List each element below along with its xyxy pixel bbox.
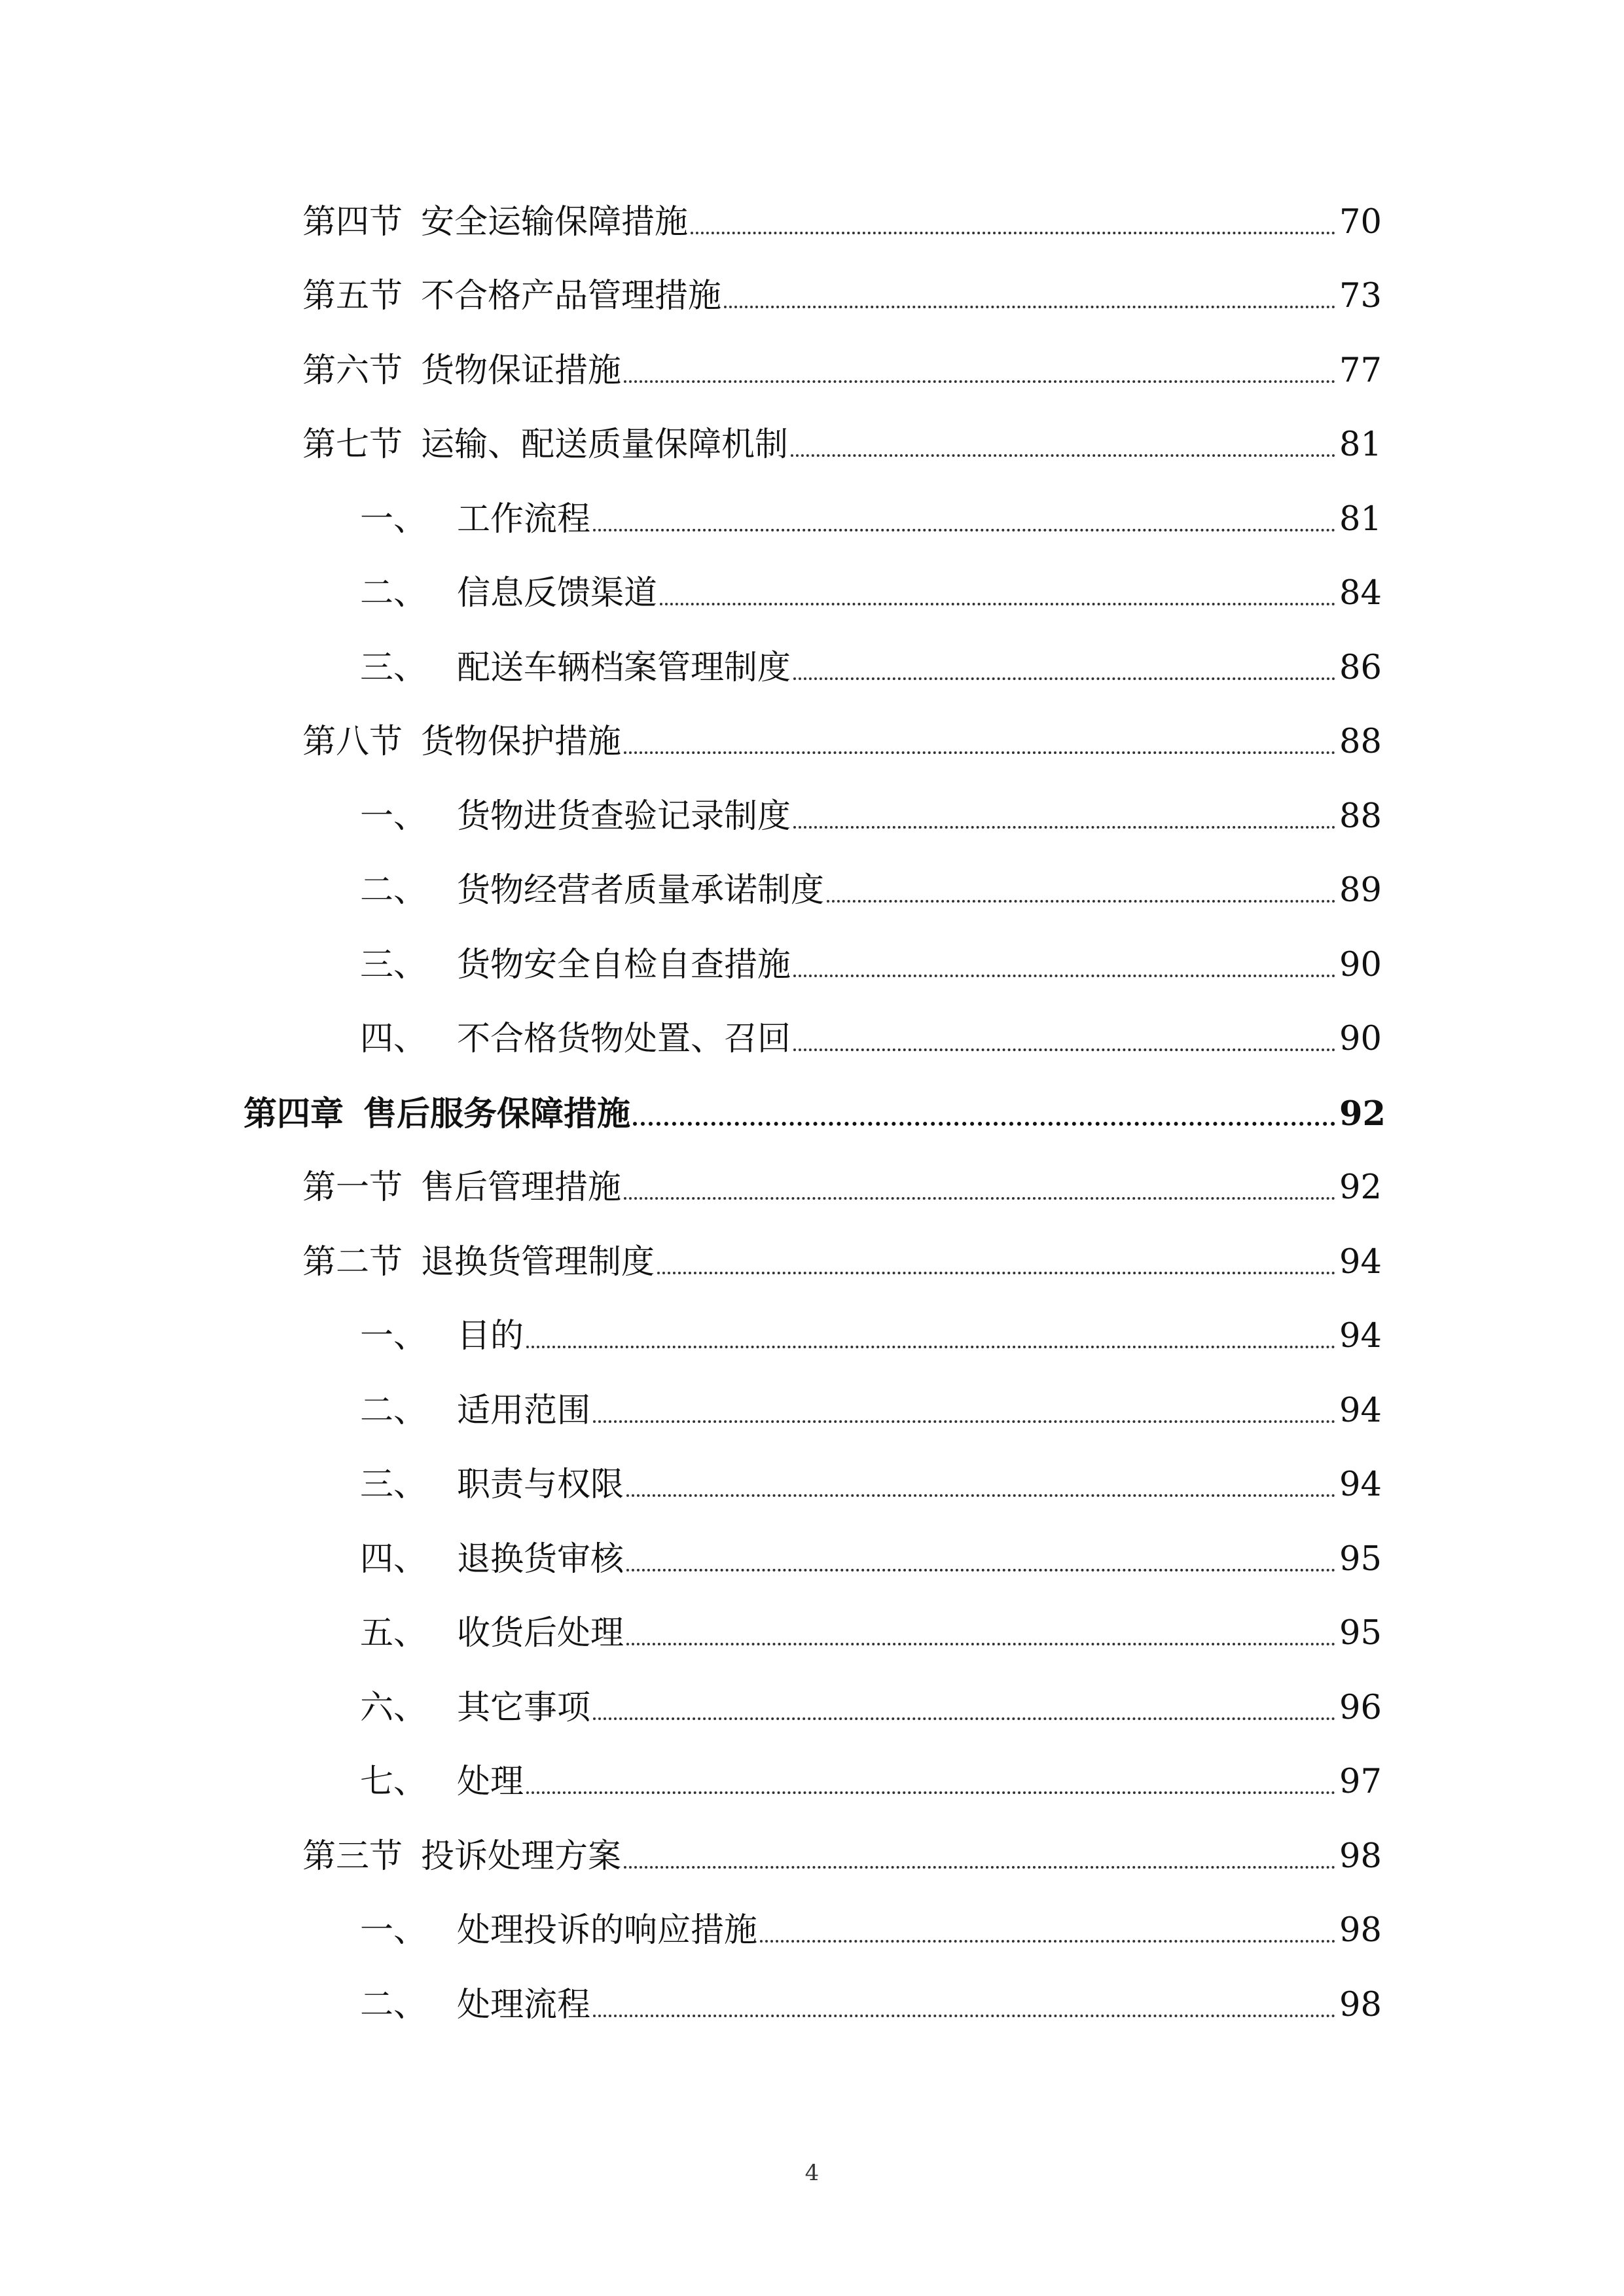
toc-entry-number: 二、 xyxy=(360,1391,427,1430)
toc-entry-title: 配送车辆档案管理制度 xyxy=(457,648,791,687)
toc-entry-title: 其它事项 xyxy=(457,1688,591,1727)
toc-entry-number: 二、 xyxy=(360,574,427,613)
toc-entry-title: 货物进货查验记录制度 xyxy=(457,797,791,836)
toc-entry-section[interactable] xyxy=(0,1225,1624,1300)
toc-entry-title: 安全运输保障措施 xyxy=(421,202,689,242)
toc-entry-page-number: 90 xyxy=(1339,945,1382,984)
toc-entry-page-number: 96 xyxy=(1339,1688,1382,1727)
toc-dot-leader xyxy=(793,975,1335,977)
toc-entry-number: 二、 xyxy=(360,871,427,910)
toc-entry-title: 售后管理措施 xyxy=(421,1168,622,1208)
toc-entry-item[interactable] xyxy=(0,854,1624,929)
toc-entry-number: 第六节 xyxy=(302,351,403,390)
toc-entry-section[interactable] xyxy=(0,185,1624,260)
toc-entry-number: 四、 xyxy=(360,1539,427,1579)
table-of-contents xyxy=(0,185,1624,2043)
toc-entry-item[interactable] xyxy=(0,1746,1624,1820)
toc-dot-leader xyxy=(793,677,1335,680)
toc-entry-number: 三、 xyxy=(360,1465,427,1505)
toc-entry-page-number: 94 xyxy=(1339,1465,1382,1505)
toc-entry-title: 货物经营者质量承诺制度 xyxy=(457,871,825,910)
toc-entry-item[interactable] xyxy=(0,1374,1624,1448)
toc-entry-title: 货物保护措施 xyxy=(421,723,622,762)
toc-dot-leader xyxy=(593,2015,1335,2017)
toc-entry-title: 退换货管理制度 xyxy=(421,1242,655,1282)
toc-entry-title: 售后服务保障措施 xyxy=(363,1094,631,1134)
toc-entry-item[interactable] xyxy=(0,780,1624,854)
toc-dot-leader xyxy=(626,1643,1335,1645)
toc-entry-number: 第八节 xyxy=(302,723,403,762)
toc-dot-leader xyxy=(624,751,1335,754)
toc-entry-title: 工作流程 xyxy=(457,499,591,539)
toc-entry-item[interactable] xyxy=(0,482,1624,557)
toc-entry-section[interactable] xyxy=(0,706,1624,780)
toc-entry-item[interactable] xyxy=(0,928,1624,1003)
toc-entry-page-number: 84 xyxy=(1339,574,1382,613)
toc-entry-item[interactable] xyxy=(0,1968,1624,2043)
toc-entry-item[interactable] xyxy=(0,1597,1624,1672)
toc-dot-leader xyxy=(593,529,1335,531)
toc-entry-item[interactable] xyxy=(0,1671,1624,1746)
toc-entry-section[interactable] xyxy=(0,1151,1624,1226)
toc-dot-leader xyxy=(793,1049,1335,1051)
toc-entry-title: 货物安全自检自查措施 xyxy=(457,945,791,984)
toc-entry-page-number: 70 xyxy=(1339,202,1382,242)
toc-entry-section[interactable] xyxy=(0,334,1624,408)
toc-entry-page-number: 98 xyxy=(1339,1985,1382,2024)
toc-entry-page-number: 95 xyxy=(1339,1614,1382,1653)
toc-entry-title: 信息反馈渠道 xyxy=(457,574,658,613)
toc-dot-leader xyxy=(660,603,1335,605)
toc-entry-page-number: 86 xyxy=(1339,648,1382,687)
toc-entry-title: 适用范围 xyxy=(457,1391,591,1430)
toc-entry-page-number: 89 xyxy=(1339,871,1382,910)
toc-entry-page-number: 88 xyxy=(1339,797,1382,836)
toc-dot-leader xyxy=(633,1122,1335,1126)
toc-entry-page-number: 88 xyxy=(1339,723,1382,762)
toc-entry-item[interactable] xyxy=(0,557,1624,632)
toc-entry-number: 一、 xyxy=(360,1317,427,1356)
toc-dot-leader xyxy=(657,1272,1335,1274)
toc-entry-page-number: 98 xyxy=(1339,1837,1382,1876)
toc-entry-number: 第三节 xyxy=(302,1837,403,1876)
toc-dot-leader xyxy=(793,826,1335,829)
toc-entry-number: 三、 xyxy=(360,945,427,984)
toc-entry-title: 不合格产品管理措施 xyxy=(421,277,722,316)
toc-entry-title: 处理 xyxy=(457,1763,524,1802)
toc-entry-page-number: 94 xyxy=(1339,1242,1382,1282)
toc-dot-leader xyxy=(691,232,1335,234)
toc-entry-page-number: 81 xyxy=(1339,499,1382,539)
toc-entry-section[interactable] xyxy=(0,260,1624,334)
toc-dot-leader xyxy=(626,1569,1335,1571)
toc-entry-item[interactable] xyxy=(0,1522,1624,1597)
toc-entry-title: 目的 xyxy=(457,1317,524,1356)
toc-entry-page-number: 92 xyxy=(1339,1168,1382,1208)
toc-entry-number: 第七节 xyxy=(302,425,403,465)
toc-entry-page-number: 98 xyxy=(1339,1911,1382,1950)
toc-entry-number: 一、 xyxy=(360,499,427,539)
toc-entry-title: 不合格货物处置、召回 xyxy=(457,1020,791,1059)
toc-entry-number: 第一节 xyxy=(302,1168,403,1208)
toc-entry-item[interactable] xyxy=(0,631,1624,706)
toc-entry-title: 退换货审核 xyxy=(457,1539,624,1579)
toc-entry-chapter[interactable] xyxy=(0,1077,1624,1151)
toc-entry-title: 职责与权限 xyxy=(457,1465,624,1505)
toc-entry-item[interactable] xyxy=(0,1448,1624,1523)
toc-entry-section[interactable] xyxy=(0,1820,1624,1894)
toc-entry-number: 第二节 xyxy=(302,1242,403,1282)
toc-entry-item[interactable] xyxy=(0,1300,1624,1374)
toc-dot-leader xyxy=(791,454,1335,457)
toc-dot-leader xyxy=(827,900,1335,903)
toc-dot-leader xyxy=(526,1346,1335,1348)
toc-entry-item[interactable] xyxy=(0,1003,1624,1077)
toc-entry-item[interactable] xyxy=(0,1894,1624,1969)
toc-entry-page-number: 73 xyxy=(1339,277,1382,316)
toc-entry-title: 货物保证措施 xyxy=(421,351,622,390)
toc-dot-leader xyxy=(760,1940,1335,1943)
toc-entry-title: 运输、配送质量保障机制 xyxy=(421,425,789,465)
toc-entry-title: 处理流程 xyxy=(457,1985,591,2024)
toc-entry-number: 二、 xyxy=(360,1985,427,2024)
toc-entry-number: 一、 xyxy=(360,1911,427,1950)
toc-entry-number: 五、 xyxy=(360,1614,427,1653)
toc-dot-leader xyxy=(593,1420,1335,1423)
toc-entry-section[interactable] xyxy=(0,408,1624,483)
toc-entry-number: 第四节 xyxy=(302,202,403,242)
toc-entry-title: 收货后处理 xyxy=(457,1614,624,1653)
toc-entry-number: 三、 xyxy=(360,648,427,687)
toc-entry-number: 第五节 xyxy=(302,277,403,316)
toc-dot-leader xyxy=(624,1866,1335,1869)
toc-dot-leader xyxy=(724,306,1335,308)
toc-entry-title: 投诉处理方案 xyxy=(421,1837,622,1876)
toc-entry-number: 七、 xyxy=(360,1763,427,1802)
toc-entry-page-number: 95 xyxy=(1339,1539,1382,1579)
toc-dot-leader xyxy=(624,380,1335,383)
page-number: 4 xyxy=(804,2160,820,2186)
toc-dot-leader xyxy=(526,1791,1335,1794)
toc-dot-leader xyxy=(593,1717,1335,1720)
toc-entry-page-number: 97 xyxy=(1339,1763,1382,1802)
toc-entry-page-number: 94 xyxy=(1339,1317,1382,1356)
toc-entry-number: 四、 xyxy=(360,1020,427,1059)
toc-entry-page-number: 90 xyxy=(1339,1020,1382,1059)
toc-dot-leader xyxy=(626,1494,1335,1497)
toc-entry-number: 六、 xyxy=(360,1688,427,1727)
toc-entry-page-number: 81 xyxy=(1339,425,1382,465)
toc-entry-title: 处理投诉的响应措施 xyxy=(457,1911,758,1950)
toc-entry-number: 第四章 xyxy=(244,1094,344,1134)
toc-dot-leader xyxy=(624,1197,1335,1200)
toc-entry-number: 一、 xyxy=(360,797,427,836)
toc-entry-page-number: 77 xyxy=(1339,351,1382,390)
toc-entry-page-number: 92 xyxy=(1339,1094,1386,1134)
toc-entry-page-number: 94 xyxy=(1339,1391,1382,1430)
